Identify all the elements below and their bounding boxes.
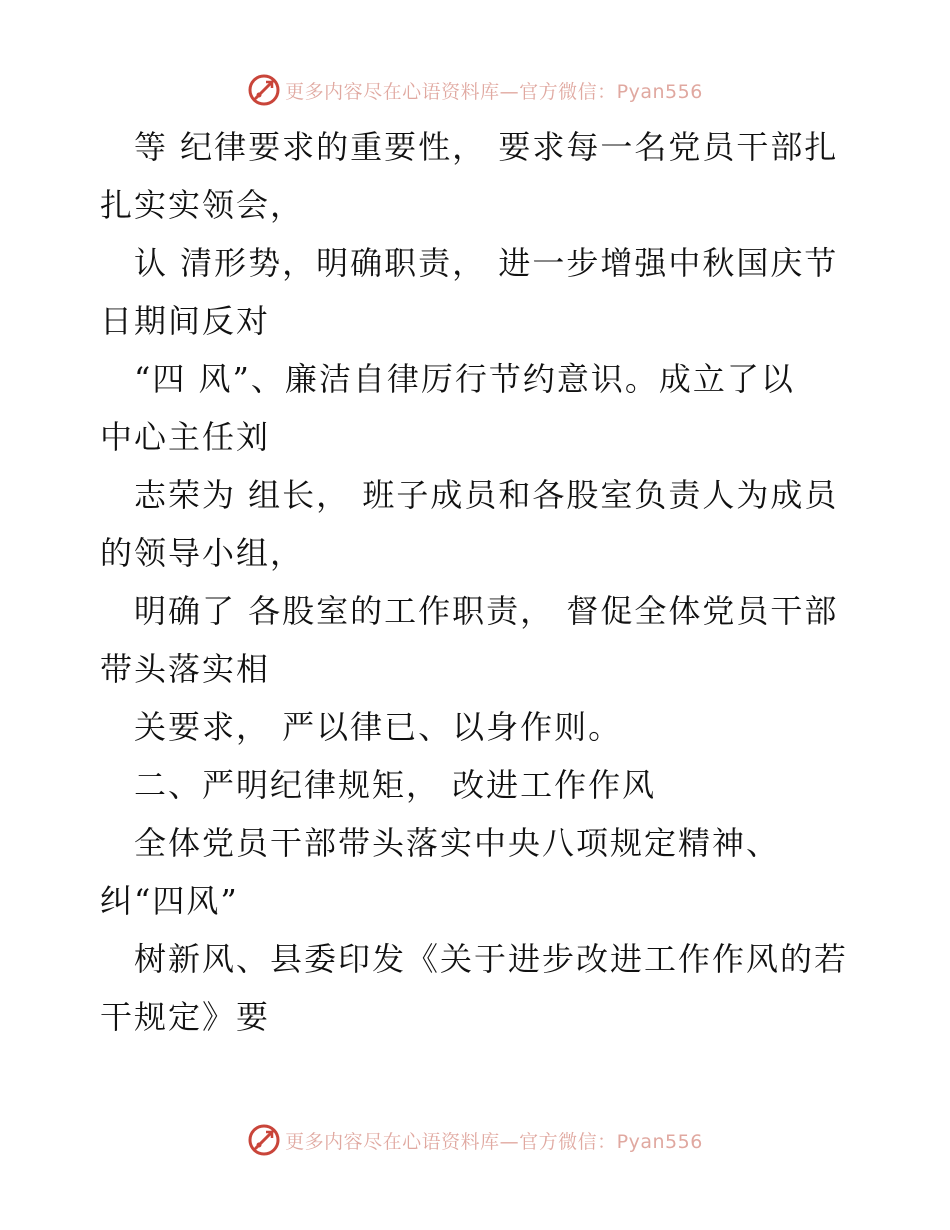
- text-line: 日期间反对: [100, 302, 271, 340]
- text-line: 纠“四风”: [100, 882, 239, 920]
- text-line: “四 风”、廉洁自律厉行节约意识。成立了以: [134, 360, 795, 398]
- document-body: [100, 118, 860, 1046]
- quill-pen-seal-icon: [247, 73, 281, 107]
- text-line: 带头落实相: [100, 650, 271, 688]
- quill-pen-seal-icon: [247, 1123, 281, 1157]
- text-line: 志荣为 组长， 班子成员和各股室负责人为成员: [134, 476, 839, 514]
- text-line: 认 清形势，明确职责， 进一步增强中秋国庆节: [134, 244, 839, 282]
- header-banner-text: 更多内容尽在心语资料库—官方微信：Pyan556: [285, 80, 703, 103]
- text-line: 全体党员干部带头落实中央八项规定精神、: [134, 824, 781, 862]
- text-line: 干规定》要: [100, 998, 271, 1036]
- footer-banner: [0, 1120, 950, 1160]
- text-line: 明确了 各股室的工作职责， 督促全体党员干部: [134, 592, 839, 630]
- header-banner: [0, 70, 950, 110]
- text-line: 等 纪律要求的重要性， 要求每一名党员干部扎: [134, 128, 839, 166]
- text-line: 扎实实领会，: [100, 186, 305, 224]
- text-line: 关要求， 严以律已、以身作则。: [134, 708, 623, 746]
- text-line: 二、严明纪律规矩， 改进工作作风: [134, 766, 657, 804]
- text-line: 的领导小组，: [100, 534, 305, 572]
- text-line: 中心主任刘: [100, 418, 271, 456]
- text-line: 树新风、县委印发《关于进步改进工作作风的若: [134, 940, 849, 978]
- footer-banner-text: 更多内容尽在心语资料库—官方微信：Pyan556: [285, 1130, 703, 1153]
